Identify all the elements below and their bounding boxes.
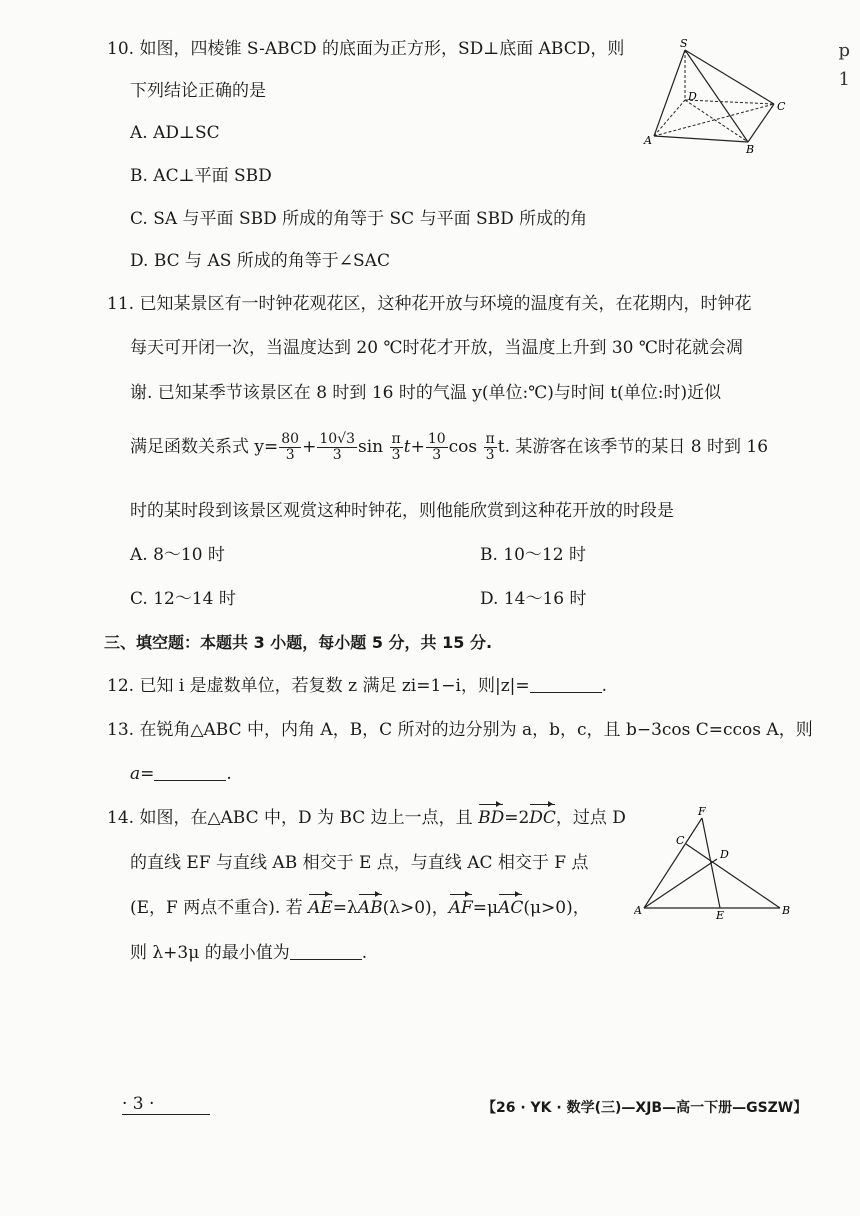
label-e: E — [716, 909, 725, 920]
page-number: · 3 · — [122, 1094, 155, 1114]
q11-option-a: A. 8～10 时 — [130, 545, 225, 565]
label-d: D — [688, 90, 697, 103]
frac-80-3: $\frac{80}{3}$ — [281, 431, 300, 463]
footer-rule — [122, 1114, 210, 1115]
formula-prefix: 满足函数关系式 y= — [130, 437, 279, 457]
q13-line2: a= . — [130, 764, 232, 784]
q14-line4: 则 λ+3μ 的最小值为 . — [130, 943, 368, 963]
q10-option-d: D. BC 与 AS 所成的角等于∠SAC — [130, 251, 390, 271]
edge-ab — [654, 136, 748, 142]
label-a: A — [644, 134, 652, 147]
edge-marks — [838, 40, 850, 90]
edge-dc — [685, 100, 774, 104]
label-c: C — [777, 100, 786, 113]
edge-sa — [654, 50, 685, 136]
label-b: B — [782, 904, 791, 917]
q11-formula-line: 满足函数关系式 y= $\frac{80}{3}$ + $\frac{10√3}{3}$ sin $\frac{\pi}{3}$ t+ $\frac{10}{3}$ cos $\frac{\pi}{3}$ t. 某游客在该季节的某日 8 时到 16 — [130, 431, 769, 463]
q10-option-a: A. AD⊥SC — [130, 123, 220, 143]
formula-suffix: t. 某游客在该季节的某日 8 时到 16 — [497, 437, 769, 457]
frac-pi-3-a: $\frac{\pi}{3}$ — [391, 431, 401, 463]
q13-answer-blank[interactable] — [154, 764, 226, 781]
vector-ab: AB — [357, 898, 383, 918]
q10-option-b: B. AC⊥平面 SBD — [130, 166, 272, 186]
label-b: B — [746, 143, 755, 154]
vector-ae: AE — [308, 898, 333, 918]
q11-line2: 每天可开闭一次，当温度达到 20 ℃时花才开放，当温度上升到 30 ℃时花就会凋 — [130, 338, 743, 358]
q11-option-c: C. 12～14 时 — [130, 589, 236, 609]
frac-pi-3-b: $\frac{\pi}{3}$ — [485, 431, 495, 463]
q14-line2: 的直线 EF 与直线 AB 相交于 E 点，与直线 AC 相交于 F 点 — [130, 853, 589, 873]
segment-cb — [686, 844, 780, 908]
q11-line5: 时的某时段到该景区观赏这种时钟花，则他能欣赏到这种花开放的时段是 — [130, 501, 674, 521]
q14-line1: 14. 如图，在△ABC 中，D 为 BC 边上一点，且 BD=2DC，过点 D — [107, 808, 626, 828]
label-d: D — [720, 848, 729, 861]
frac-10-3: $\frac{10}{3}$ — [427, 431, 446, 463]
line-af — [644, 818, 702, 908]
pyramid-figure — [640, 36, 800, 154]
edge-mark-top: p — [838, 40, 850, 61]
frac-10sqrt3-3: $\frac{10√3}{3}$ — [319, 431, 355, 463]
q12-line: 12. 已知 i 是虚数单位，若复数 z 满足 zi=1−i，则|z|= . — [107, 676, 608, 696]
label-a: A — [634, 904, 642, 917]
q11-line1: 11. 已知某景区有一时钟花观花区，这种花开放与环境的温度有关，在花期内，时钟花 — [107, 294, 752, 314]
q11-line3: 谢. 已知某季节该景区在 8 时到 16 时的气温 y(单位:℃)与时间 t(单位:时)近似 — [130, 383, 722, 403]
exam-code: 【26 · YK · 数学(三)—XJB—高一下册—GSZW】 — [482, 1100, 808, 1116]
q13-line1: 13. 在锐角△ABC 中，内角 A，B，C 所对的边分别为 a，b，c，且 b−3cos C=ccos A，则 — [107, 720, 813, 740]
q11-option-d: D. 14～16 时 — [480, 589, 587, 609]
q14-answer-blank[interactable] — [290, 943, 362, 960]
vector-dc: DC — [529, 808, 556, 828]
vector-af: AF — [448, 898, 473, 918]
triangle-figure — [634, 806, 796, 920]
label-c: C — [676, 834, 685, 847]
q10-stem-line1: 10. 如图，四棱锥 S-ABCD 的底面为正方形，SD⊥底面 ABCD，则 — [107, 39, 625, 59]
edge-mark-bottom: 1 — [838, 69, 850, 90]
q11-option-b: B. 10～12 时 — [480, 545, 586, 565]
label-f: F — [698, 806, 706, 818]
vector-ac: AC — [498, 898, 524, 918]
q12-answer-blank[interactable] — [530, 676, 602, 693]
q10-option-c: C. SA 与平面 SBD 所成的角等于 SC 与平面 SBD 所成的角 — [130, 209, 588, 229]
q12-text: 12. 已知 i 是虚数单位，若复数 z 满足 zi=1−i，则|z|= — [107, 676, 530, 696]
edge-ad — [654, 100, 685, 136]
vector-bd: BD — [478, 808, 505, 828]
diag-bd — [685, 100, 748, 142]
q14-line3: (E，F 两点不重合). 若 AE=λAB(λ>0)，AF=μAC(μ>0)， — [130, 898, 590, 918]
label-s: S — [680, 37, 688, 50]
q10-stem-line2: 下列结论正确的是 — [130, 81, 266, 101]
section-three-heading: 三、填空题：本题共 3 小题，每小题 5 分，共 15 分. — [104, 633, 493, 652]
edge-sc — [685, 50, 774, 104]
segment-ad — [644, 859, 717, 908]
